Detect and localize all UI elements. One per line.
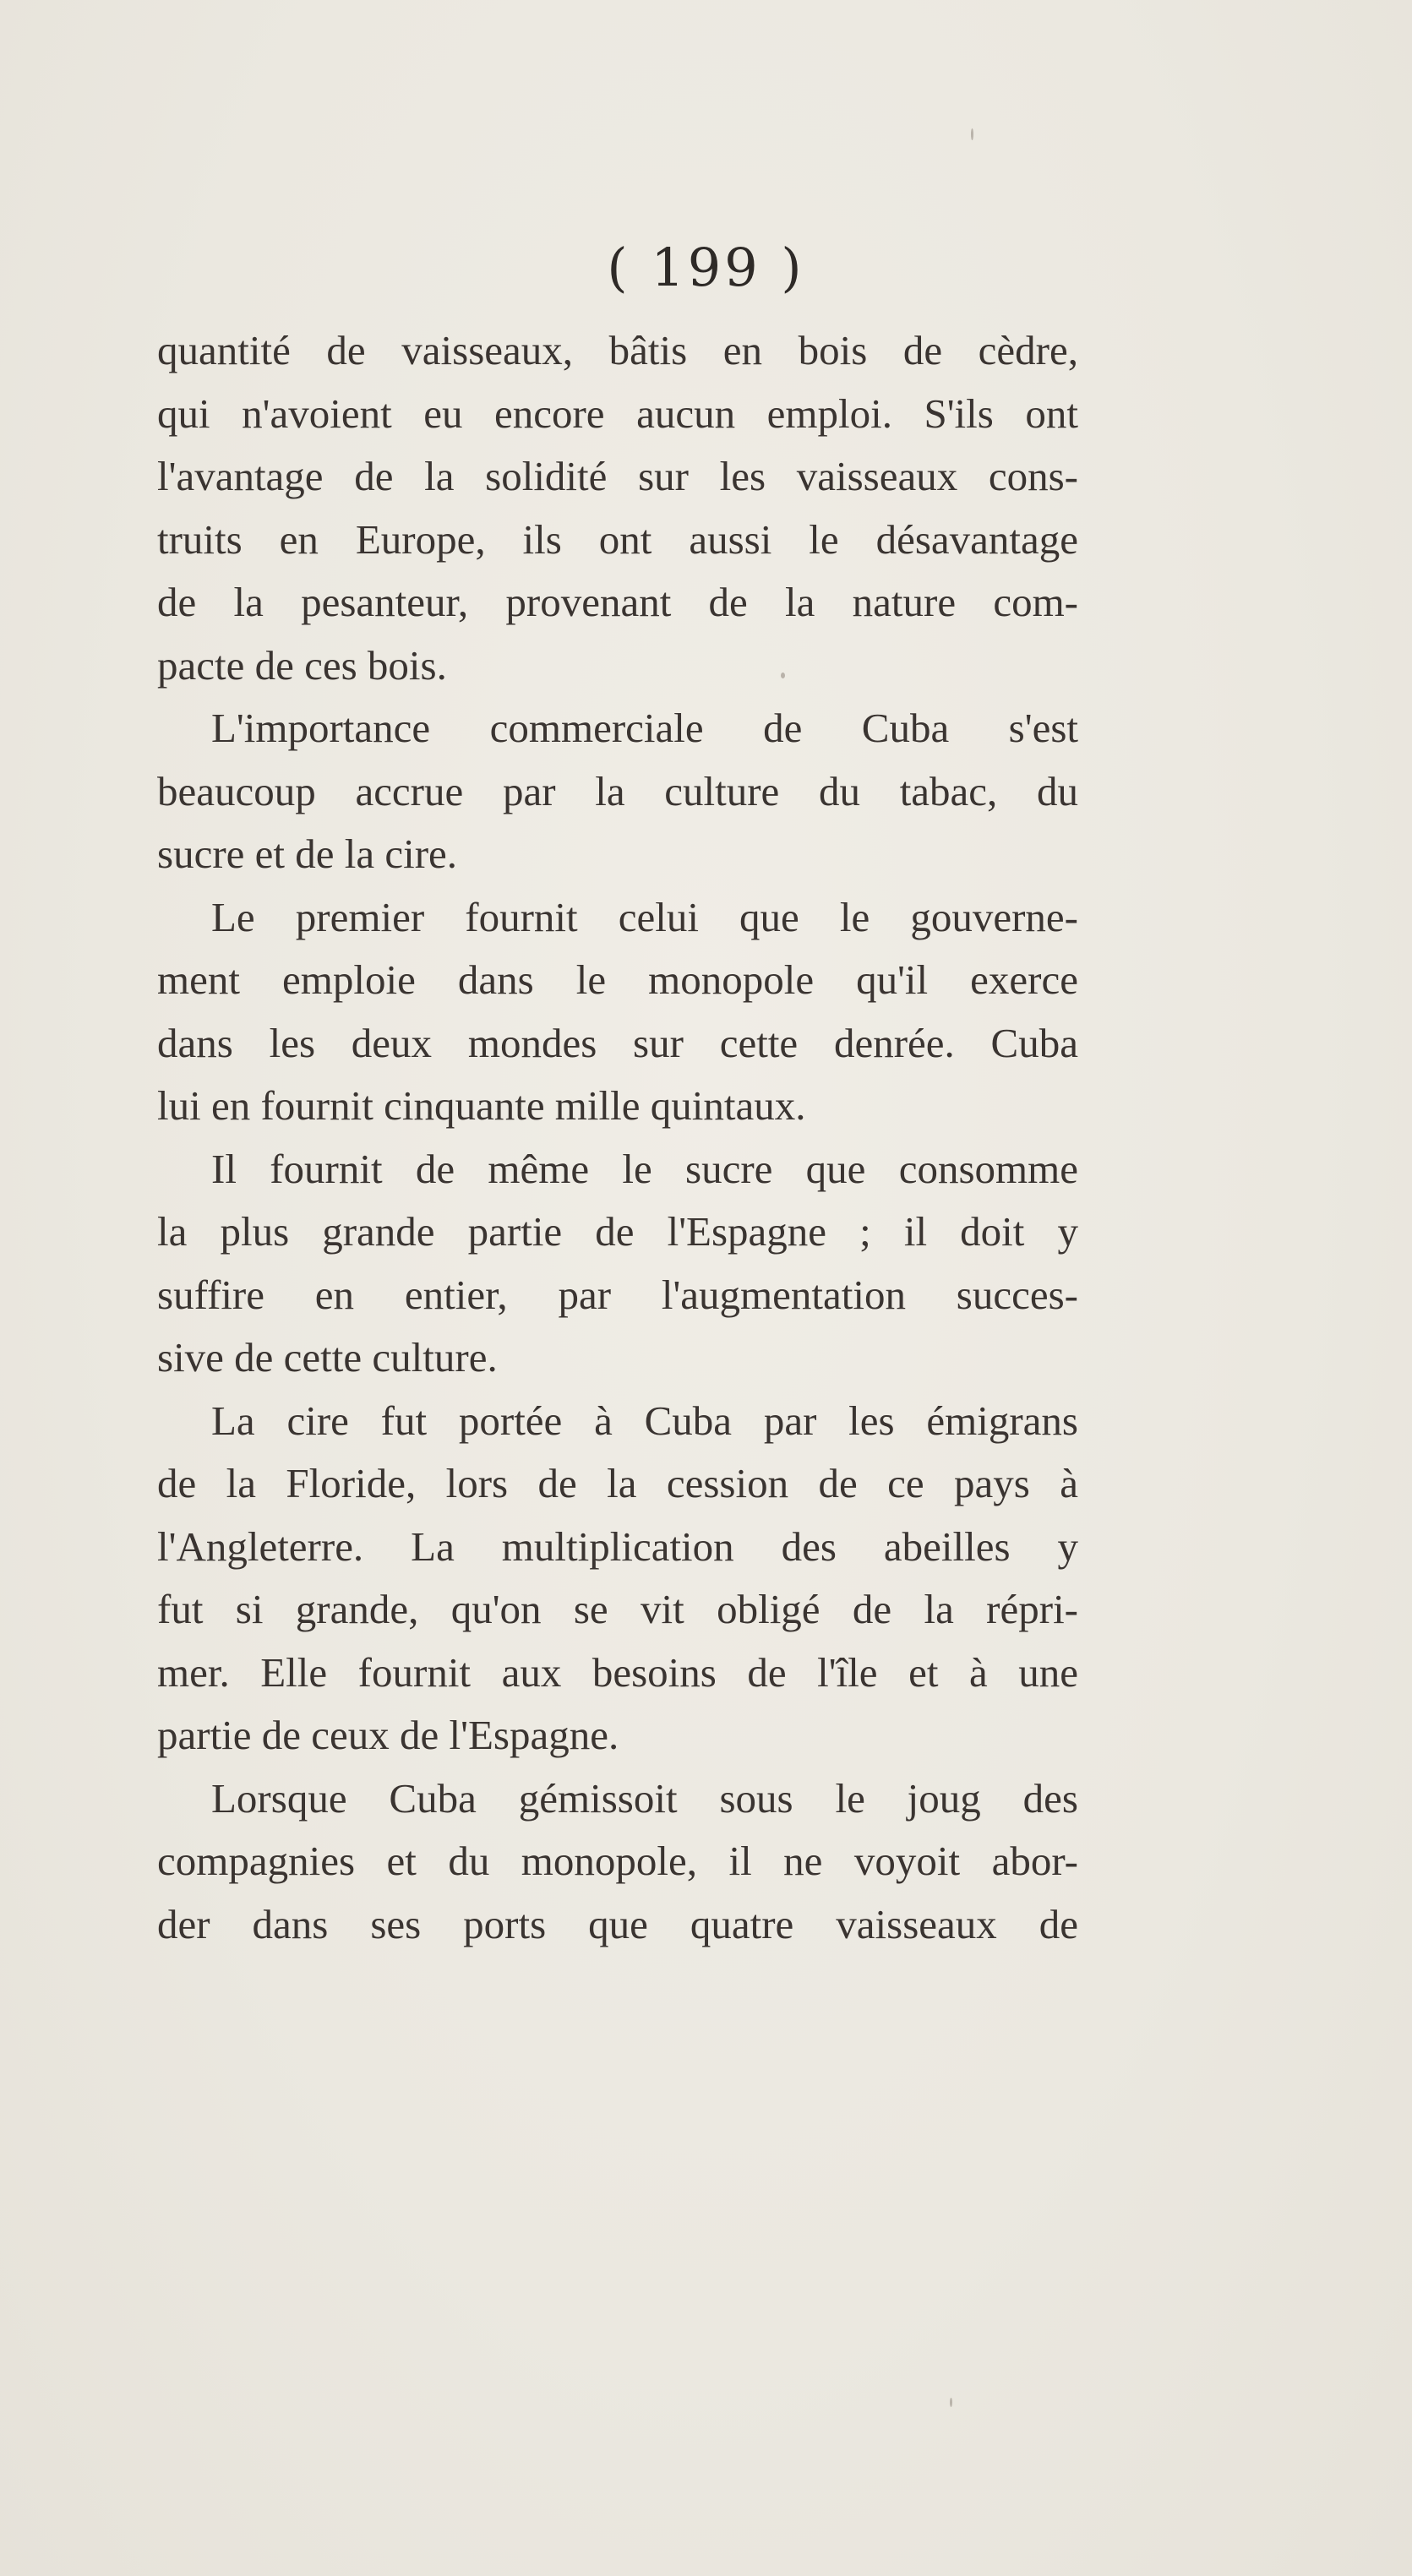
text-line: partie de ceux de l'Espagne.: [157, 1712, 619, 1758]
text-line: L'importance commerciale de Cuba s'est: [211, 705, 1078, 751]
text-line: sive de cette culture.: [157, 1334, 498, 1381]
text-line: Le premier fournit celui que le gouverne-: [211, 893, 1078, 940]
paper-speck: [950, 2398, 952, 2407]
text-line: l'avantage de la solidité sur les vaisseaux cons-: [157, 453, 1078, 499]
text-line: truits en Europe, ils ont aussi le désavantage: [157, 515, 1078, 563]
text-line: suffire en entier, par l'augmentation succes-: [157, 1271, 1078, 1318]
text-line: de la pesanteur, provenant de la nature com-: [157, 579, 1078, 625]
text-line: Il fournit de même le sucre que consomme: [211, 1145, 1078, 1192]
text-line: mer. Elle fournit aux besoins de l'île et à une: [157, 1648, 1078, 1696]
text-line: sucre et de la cire.: [157, 831, 458, 877]
text-line: quantité de vaisseaux, bâtis en bois de cèdre,: [157, 327, 1078, 373]
text-line: La cire fut portée à Cuba par les émigrans: [211, 1397, 1078, 1444]
text-line: dans les deux mondes sur cette denrée. Cuba: [157, 1019, 1078, 1066]
body-text: [157, 319, 1078, 1956]
text-line: der dans ses ports que quatre vaisseaux de: [157, 1900, 1078, 1947]
text-line: qui n'avoient eu encore aucun emploi. S'ils ont: [157, 389, 1078, 437]
paper-speck: [971, 128, 973, 140]
text-line: lui en fournit cinquante mille quintaux.: [157, 1082, 806, 1129]
paper-speck: [781, 673, 785, 678]
text-line: pacte de ces bois.: [157, 641, 447, 689]
text-line: fut si grande, qu'on se vit obligé de la répri-: [157, 1586, 1078, 1632]
page-number: ( 199 ): [607, 237, 805, 298]
text-line: beaucoup accrue par la culture du tabac, du: [157, 767, 1078, 814]
text-line: Lorsque Cuba gémissoit sous le joug des: [211, 1774, 1078, 1822]
text-line: l'Angleterre. La multiplication des abeilles y: [157, 1522, 1078, 1570]
text-line: de la Floride, lors de la cession de ce pays à: [157, 1460, 1078, 1506]
text-line: la plus grande partie de l'Espagne ; il doit y: [157, 1208, 1078, 1255]
text-line: ment emploie dans le monopole qu'il exerce: [157, 956, 1078, 1003]
text-line: compagnies et du monopole, il ne voyoit abor-: [157, 1838, 1078, 1884]
